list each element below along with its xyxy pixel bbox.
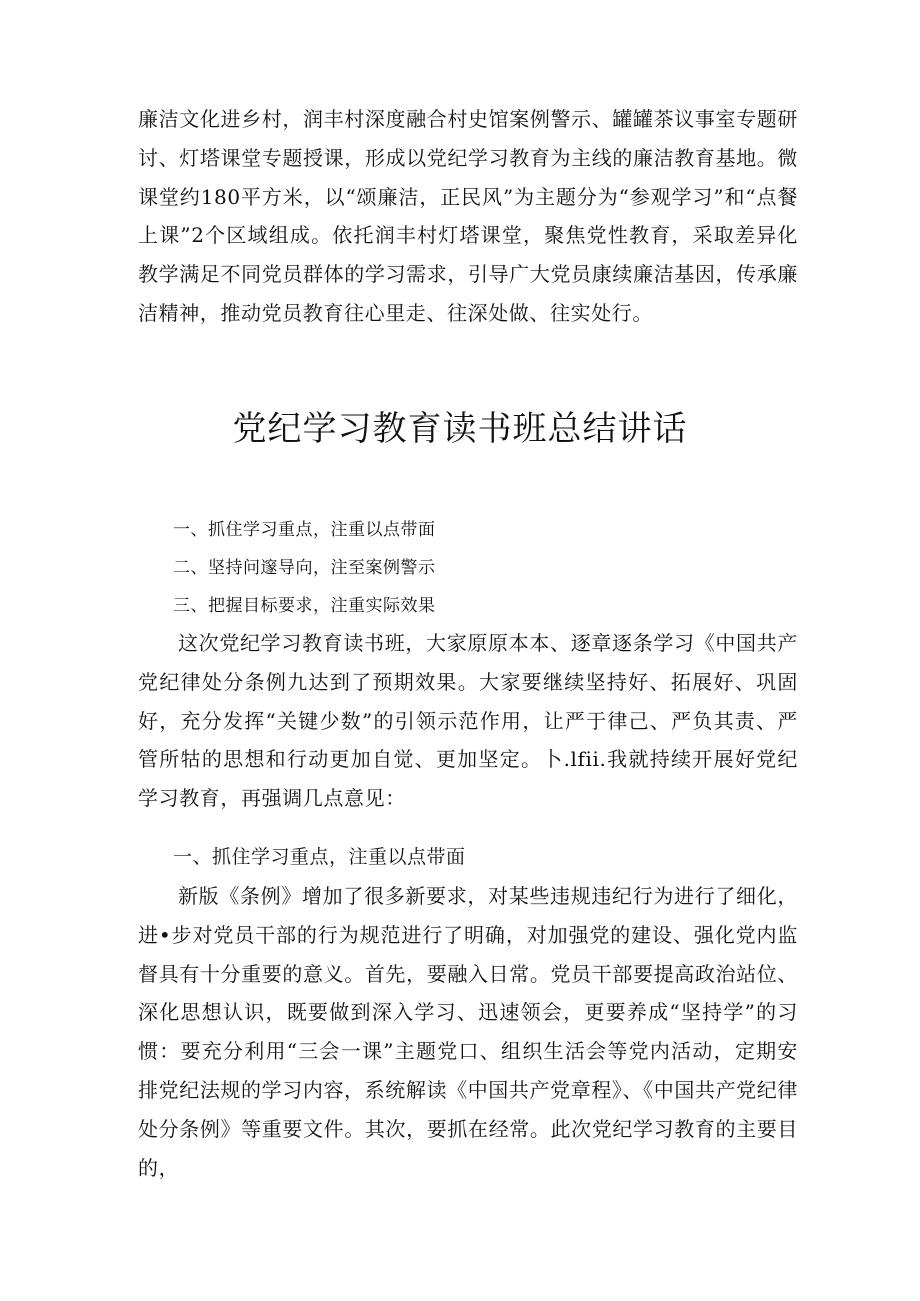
intro-paragraph: 廉洁文化进乡村，润丰村深度融合村史馆案例警示、罐罐茶议事室专题研讨、灯塔课堂专题授课，形成以党纪学习教育为主线的廉洁教育基地。微课堂约180平方米，以“颂廉洁，正民风”为主题分为“参观学习”和“点餐上课”2个区域组成。依托润丰村灯塔课堂，聚焦党性教育，采取差异化教学满足不同党员群体的学习需求，引导广大党员康续廉洁基因，传承廉洁精神，推动党员教育往心里走、往深处做、往实处行。 [138,107,798,325]
outline-item-3: 三、把握目标要求，注重实际效果 [173,596,436,616]
body-paragraph-2: 新版《条例》增加了很多新要求，对某些违规违纪行为进行了细化，进•步对党员干部的行为规范进行了明确，对加强党的建设、强化党内监督具有十分重要的意义。首先，要融入日常。党员干部要提高政治站位、深化思想认识，既要做到深入学习、迅速领会，更要养成“坚持学”的习惯：要充分利用“三会一课”主题党口、组织生活会等党内活动，定期安排党纪法规的学习内容，系统解读《中国共产党章程》、《中国共产党纪律处分条例》等重要文件。其次，要抓在经常。此次党纪学习教育的主要目的， [138,884,798,1180]
document-title: 党纪学习教育读书班总结讲话 [232,409,688,449]
section-heading-1: 一、抓住学习重点，注重以点带面 [173,846,466,868]
body-paragraph-1: 这次党纪学习教育读书班，大家原原本本、逐章逐条学习《中国共产党纪律处分条例九达到了预期效果。大家要继续坚持好、拓展好、巩固好，充分发挥“关键少数”的引领示范作用，让严于律己、严负其责、严管所牯的思想和行动更加自觉、更加坚定。卜.lfii.我就持续开展好党纪学习教育，再强调几点意见： [138,631,798,811]
outline-item-2: 二、坚持问邃导向，注至案例警示 [173,558,436,578]
outline-item-1: 一、抓住学习重点，注重以点带面 [173,520,436,540]
